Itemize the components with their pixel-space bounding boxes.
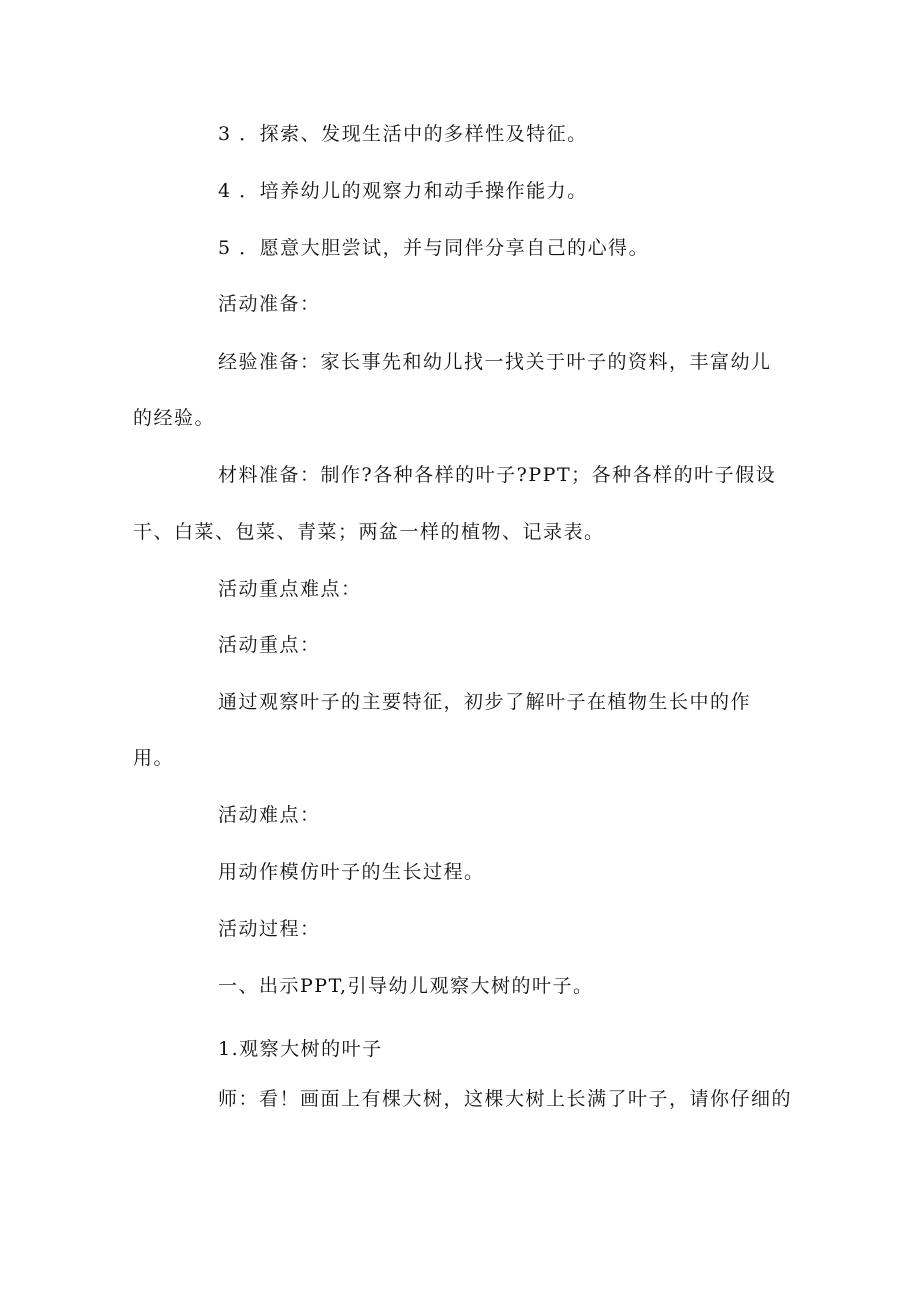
- paragraph-material-prep: 材料准备：制作?各种各样的叶子?PPT；各种各样的叶子假设: [218, 464, 777, 486]
- paragraph-key-point-cont: 用。: [133, 747, 175, 769]
- goal-item-3: 3 ．探索、发现生活中的多样性及特征。: [218, 123, 588, 145]
- paragraph-experience-prep: 经验准备：家长事先和幼儿找一找关于叶子的资料，丰富幼儿: [218, 351, 772, 373]
- process-substep-1: 1.观察大树的叶子: [218, 1038, 383, 1060]
- process-step-1: 一、出示PPT,引导幼儿观察大树的叶子。: [218, 975, 594, 997]
- goal-item-5: 5 ．愿意大胆尝试，并与同伴分享自己的心得。: [218, 237, 650, 259]
- paragraph-material-prep-cont: 干、白菜、包菜、青菜；两盆一样的植物、记录表。: [133, 521, 605, 543]
- paragraph-key-point: 通过观察叶子的主要特征，初步了解叶子在植物生长中的作: [218, 691, 752, 713]
- section-heading-process: 活动过程：: [218, 918, 321, 940]
- teacher-dialogue: 师：看！画面上有棵大树，这棵大树上长满了叶子，请你仔细的: [218, 1088, 793, 1110]
- paragraph-experience-prep-cont: 的经验。: [133, 407, 216, 429]
- subheading-difficulty: 活动难点：: [218, 804, 321, 826]
- subheading-key-point: 活动重点：: [218, 634, 321, 656]
- section-heading-preparation: 活动准备：: [218, 293, 321, 315]
- goal-item-4: 4 ．培养幼儿的观察力和动手操作能力。: [218, 180, 588, 202]
- section-heading-key-points: 活动重点难点：: [218, 578, 362, 600]
- paragraph-difficulty: 用动作模仿叶子的生长过程。: [218, 861, 485, 883]
